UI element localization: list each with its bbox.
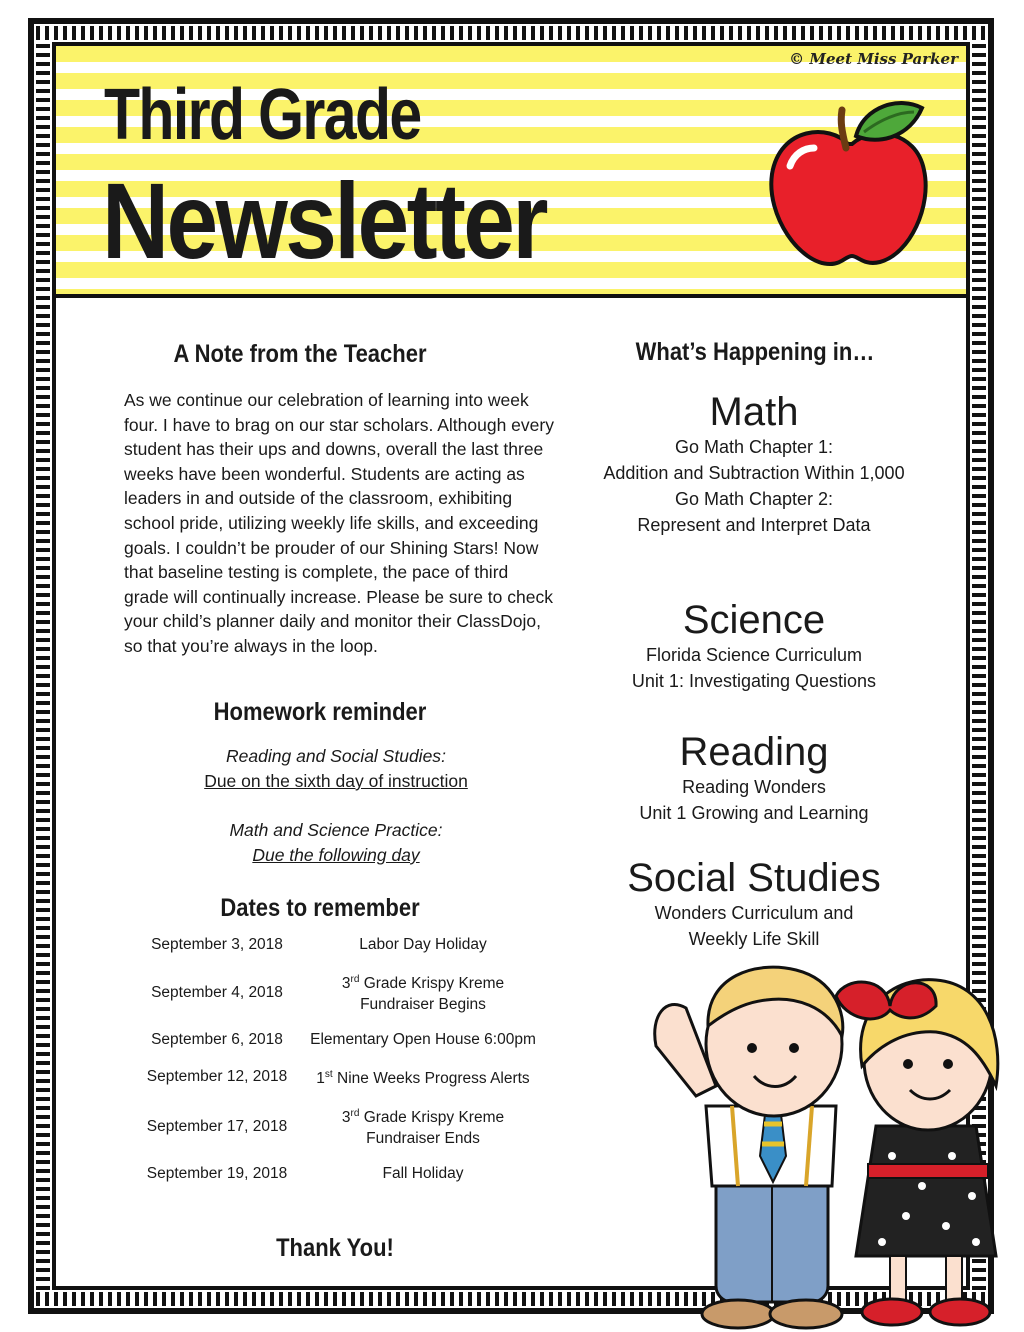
subject-line: Wonders Curriculum and Weekly Life Skill (654, 903, 854, 949)
dates-table (124, 934, 536, 1198)
date-cell: September 19, 2018 (146, 1165, 288, 1183)
copyright-text: © Meet Miss Parker (789, 50, 958, 68)
event-cell: 3rd Grade Krispy Kreme Fundraiser Ends (341, 1108, 505, 1148)
event-cell: 1st Nine Weeks Progress Alerts (316, 1069, 530, 1088)
date-cell: September 17, 2018 (146, 1117, 288, 1135)
table-row (124, 1029, 536, 1050)
subject-title: Social Studies (627, 856, 881, 900)
event-cell: 3rd Grade Krispy Kreme Fundraiser Begins (341, 974, 505, 1014)
event-cell: Labor Day Holiday (359, 936, 487, 953)
subject-line: Unit 1: Investigating Questions (631, 671, 877, 691)
subject-line: Reading Wonders (682, 777, 826, 797)
boy-figure (655, 967, 843, 1328)
homework-heading: Homework reminder (213, 698, 427, 726)
subject-line: Addition and Subtraction Within 1,000 (603, 463, 905, 483)
title-line-2: Newsletter (102, 160, 546, 281)
date-cell: September 12, 2018 (146, 1068, 288, 1086)
apple-icon (760, 96, 940, 276)
homework-item-1-subject-text: Reading and Social Studies (226, 746, 442, 766)
note-body: As we continue our celebration of learning into week four. I have to brag on our star scholars. Although every student has their ups and downs, overall the last three weeks have been wonderful. Students are acting as leaders in and outside of the classroom, exhibiting school pride, utilizing weekly life skills, and exceeding goals. I couldn’t be prouder of our Shining Stars! Now that baseline testing is complete, the pace of third grade will continually increase. Please be sure to check your child’s planner daily and monitor their ClassDojo, so that you’re always in the loop. (124, 390, 554, 656)
table-row (124, 1103, 536, 1149)
subject-line: Florida Science Curriculum (645, 645, 863, 665)
table-row (124, 1064, 536, 1089)
homework-item-2-due: Due the following day (252, 845, 420, 865)
subject-math (596, 390, 912, 538)
event-cell: Fall Holiday (382, 1165, 464, 1183)
subject-line: Represent and Interpret Data (637, 515, 871, 535)
subject-line: Go Math Chapter 1: (674, 437, 834, 457)
closing-text: Thank You! (276, 1234, 394, 1262)
subject-science (596, 598, 912, 694)
happening-heading: What’s Happening in… (635, 338, 875, 366)
subject-title: Reading (679, 730, 829, 774)
date-cell: September 4, 2018 (151, 983, 283, 1001)
subject-line: Unit 1 Growing and Learning (639, 803, 869, 823)
table-row (124, 1163, 536, 1184)
subject-title: Math (709, 390, 799, 434)
note-heading: A Note from the Teacher (173, 340, 427, 368)
title-line-1: Third Grade (104, 75, 421, 155)
subject-reading (596, 730, 912, 826)
subject-social-studies (596, 856, 912, 952)
kids-illustration (646, 956, 1006, 1332)
table-row (124, 934, 536, 955)
event-cell: Elementary Open House 6:00pm (310, 1031, 536, 1049)
table-row (124, 969, 536, 1015)
subject-title: Science (682, 598, 826, 642)
date-cell: September 6, 2018 (151, 1031, 283, 1049)
date-cell: September 3, 2018 (151, 936, 283, 953)
dates-heading: Dates to remember (220, 894, 420, 922)
girl-figure (836, 980, 998, 1325)
homework-item-2-subject: Math and Science Practice: (229, 820, 443, 840)
homework-item-1-due: Due on the sixth day of instruction (204, 771, 468, 791)
homework-item-1-subject: Reading and Social Studies: (226, 746, 446, 766)
subject-line: Go Math Chapter 2: (674, 489, 834, 509)
